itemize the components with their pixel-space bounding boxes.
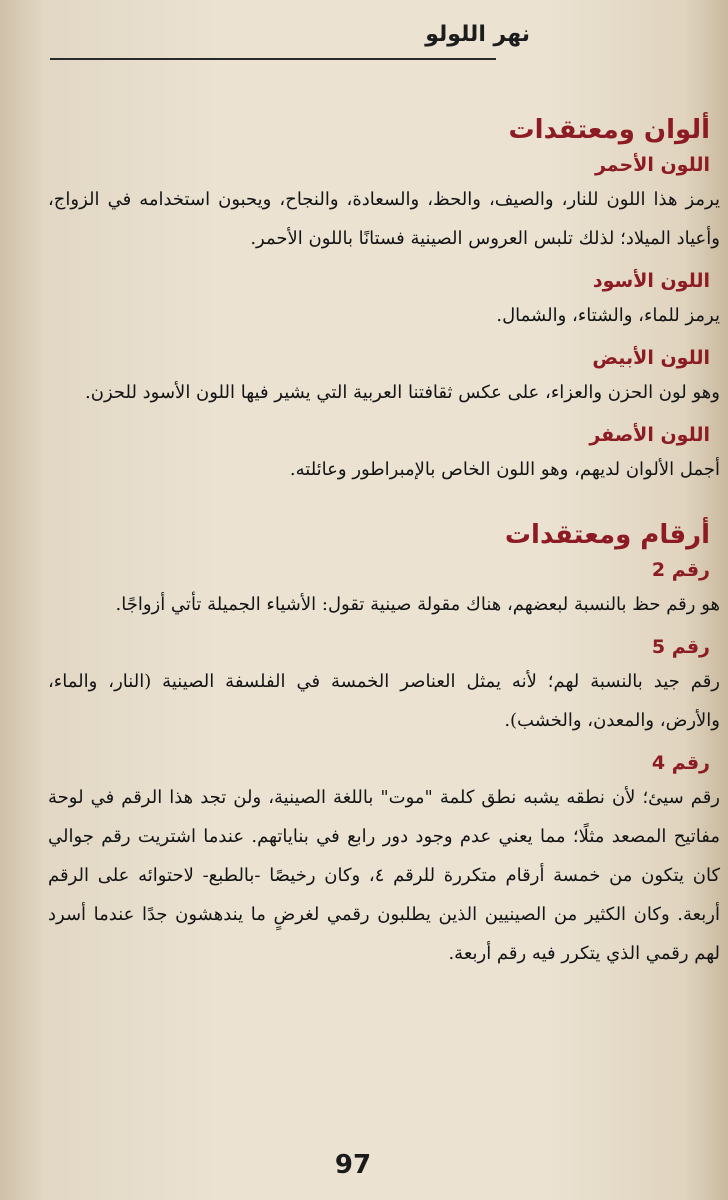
section-title: أرقام ومعتقدات (504, 520, 710, 550)
item-number-5 (48, 632, 720, 740)
running-header: نهر اللولو (425, 22, 530, 47)
item-text: يرمز للماء، والشتاء، والشمال. (496, 305, 720, 326)
section-title: ألوان ومعتقدات (508, 115, 710, 145)
page-number: 97 (334, 1150, 372, 1180)
item-title: اللون الأسود (592, 270, 710, 292)
item-text: يرمز هذا اللون للنار، والصيف، والحظ، والسعادة، والنجاح، ويحبون استخدامه في الزواج، وأعياد الميلاد؛ لذلك تلبس العروس الصينية فستانًا باللون الأحمر. (48, 189, 720, 249)
item-title: اللون الأصفر (589, 424, 710, 446)
section-colors (48, 110, 720, 489)
item-title: اللون الأبيض (592, 347, 710, 369)
section-numbers (48, 515, 720, 973)
item-number-2 (48, 555, 720, 624)
item-title: اللون الأحمر (594, 154, 710, 176)
item-black (48, 266, 720, 335)
item-title: رقم 2 (651, 559, 710, 581)
item-number-4 (48, 748, 720, 973)
page-content (48, 110, 720, 973)
item-yellow (48, 420, 720, 489)
item-title: رقم 5 (651, 636, 710, 658)
item-text: رقم جيد بالنسبة لهم؛ لأنه يمثل العناصر الخمسة في الفلسفة الصينية (النار، والماء، والأرض، والمعدن، والخشب). (48, 671, 720, 731)
item-title: رقم 4 (651, 752, 710, 774)
item-text: وهو لون الحزن والعزاء، على عكس ثقافتنا العربية التي يشير فيها اللون الأسود للحزن. (85, 382, 720, 403)
item-text: رقم سيئ؛ لأن نطقه يشبه نطق كلمة "موت" باللغة الصينية، ولن تجد هذا الرقم في لوحة مفاتيح المصعد مثلًا؛ مما يعني عدم وجود دور رابع في بناياتهم. عندما اشتريت رقم جوالي كان يتكون من خمسة أرقام متكررة للرقم ٤، وكان رخيصًا -بالطبع- لاحتوائه على الرقم أربعة. وكان الكثير من الصينيين الذين يطلبون رقمي لغرضٍ ما يندهشون جدًا عندما أسرد لهم رقمي الذي يتكرر فيه رقم أربعة. (48, 787, 721, 964)
header-rule (50, 58, 496, 60)
item-text: أجمل الألوان لديهم، وهو اللون الخاص بالإمبراطور وعائلته. (289, 459, 720, 480)
item-white (48, 343, 720, 412)
item-red (48, 150, 720, 258)
item-text: هو رقم حظ بالنسبة لبعضهم، هناك مقولة صينية تقول: الأشياء الجميلة تأتي أزواجًا. (115, 594, 720, 615)
